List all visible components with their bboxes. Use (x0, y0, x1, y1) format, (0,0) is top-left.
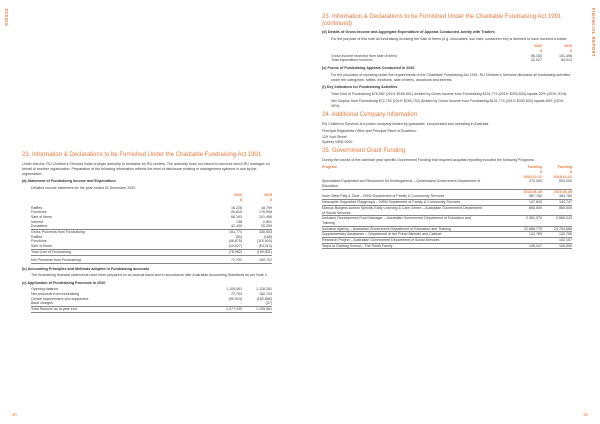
table-row: Newcastle Supported Playgroups – NSW Department of Family & Community Services 147,843 144,747 (322, 200, 572, 205)
office-label: Principal Registered Office and Principal Place of Business: (322, 129, 417, 134)
table-row: Specialised Equipment and Resources for Kindergartens – Queensland Government Department of Education 370,000 500,000 (322, 179, 572, 188)
proceeds-table (31, 287, 272, 313)
table-row: Raffles 16,228 18,799 (31, 205, 272, 210)
table-row: Donations 42,430 30,259 (31, 224, 272, 229)
trader-table (331, 44, 572, 63)
trader-table-wrap (322, 44, 572, 63)
sub-d-text: For the purpose of this note all fundraising involving the Sale of Items (e.g. chocolates, sun hats, sunscreen etc) is deemed to have involved a trader. (331, 36, 568, 41)
unit-header: $ (540, 48, 542, 53)
unit-header: $ (570, 48, 572, 53)
right-page-number: 31 (583, 412, 588, 417)
unit-header-row: $ $ (540, 169, 572, 174)
year-2020-header: 2020 (234, 193, 242, 198)
table-row: Bank charges - (37) (31, 301, 272, 306)
subtotal-row: Total Cost of Fundraising (78,982) (169,801) (31, 249, 272, 254)
table-row: Steps to Starting School – The Smith Family 108,047 106,650 (322, 243, 572, 248)
table-row: Inner West Play & Chat – NSW Department of Family & Community Services 387,782 384,783 (322, 194, 572, 199)
table-row: Centre improvement and equipment (99,924) (183,886) (31, 296, 272, 301)
right-content (322, 14, 572, 249)
sub-f-text-1: Total Cost of Fundraising $78,982 (2019: $169,801) divided by Gross Income from Fundraising $151,774 (2019: $330,503) equals 52% (2019: 51%). (331, 91, 568, 96)
proceeds-table-wrap (22, 287, 272, 313)
sub-d-heading: (d) Details of Gross Income and Aggregate Expenditure of Appeals Conducted Jointly with Traders (322, 30, 495, 35)
note-25-text: During the course of the calendar year specific Government Funding that required acquittal reporting included the following Programs: (322, 157, 535, 162)
unit-header: $ (240, 197, 242, 202)
table-row: Research Project – Australian Government Department of Social Services - 102,157 (322, 238, 572, 243)
right-page (300, 0, 600, 424)
funding-header: Funding (557, 165, 572, 170)
period-header-row: 2020-12-31 2019-12-31 (523, 174, 572, 179)
left-page-number: 30 (12, 412, 17, 417)
table-row: Sale of Items (32,027) (54,013) (31, 244, 272, 249)
left-content (22, 152, 272, 313)
sub-f-text-2: Net Surplus from Fundraising $72,792 (2019: $160,702) divided by Gross Income from Fundraising $151,774 (2019: $330,503) equals 48% (2019: 49%). (331, 99, 564, 108)
note-24-heading: 24. Additional Company Information (322, 112, 418, 118)
sub-f-heading: (f) Key Indicators for Fundraising Activities (322, 85, 398, 89)
table-row: Functions (46,875) (115,900) (31, 239, 272, 244)
subtotal-row: Gross Proceeds from Fundraising 151,774 330,503 (31, 230, 272, 235)
table-row: Sale of Items 66,163 101,496 (31, 214, 272, 219)
table-row: Net proceeds from fundraising 72,793 160,703 (31, 291, 272, 296)
table-row: Raffles (80) (188) (31, 234, 272, 239)
sub-a-note: Detailed income statement for the year ended 31 December 2020 (31, 185, 136, 190)
table-row: Supplementary Assistance – Department of the Prime Minister and Cabinet 132,765 132,765 (322, 232, 572, 237)
period-header-row: 2020-06-30 2019-06-30 (523, 189, 572, 194)
sub-b-heading: (b) Accounting Principles and Methods adopted in Fundraising accounts (22, 266, 150, 271)
sub-c-heading: (c) Application of Fundraising Proceeds in 2020 (22, 280, 106, 285)
note-25-heading: 25. Government Grant Funding (322, 148, 406, 155)
table-row: Functions 26,815 176,998 (31, 210, 272, 215)
year-2019-header: 2019 (264, 193, 272, 198)
unit-header: $ (270, 197, 272, 202)
address-line-2: Sydney NSW 2000 (322, 140, 353, 145)
sub-b-text: The fundraising financial statements have been prepared on an accrual basis and in accordance with Australian Accounting Standards as per Note 3. (31, 273, 268, 278)
net-proceeds-row: Net Proceeds from Fundraising 72,792 160,702 (31, 258, 272, 263)
table-row: Opening balance 1,105,061 1,128,281 (31, 287, 272, 292)
left-side-tab: KIDS22 (4, 8, 9, 26)
grant-table (322, 165, 572, 249)
year-2019-header: 2019 (564, 44, 572, 49)
note-23-continued-heading: 23. Information & Declarations to be Furnished Under the Charitable Fundraising Act 1991 (continued) (322, 14, 562, 27)
income-table (31, 193, 272, 264)
right-side-tab: FINANCIAL REPORT (591, 8, 596, 58)
funding-header: Funding (527, 165, 542, 170)
note-24-text: RU Children's Services is a public company limited by guarantee, incorporated and operating in Australia. (322, 121, 490, 126)
table-row: Gross income received from sale of items 66,163 101,496 (331, 53, 572, 58)
total-row: Total Reserve as at year end 1,077,930 1,105,061 (31, 307, 272, 312)
table-row: Total expenditure incurred 32,027 54,013 (331, 58, 572, 63)
income-table-wrap (22, 193, 272, 264)
table-row: Marcus Burgess Autism Specific Early Learning & Care Centre – Australian Government Department of Social Services 865,500 865,500 (322, 205, 572, 215)
table-row: Inclusion Development Fund Manager – Australian Government Department of Education and Training 2,981,370 2,665,043 (322, 216, 572, 225)
sub-a-heading: (a) Statement of Fundraising Income and Expenditure (22, 179, 116, 184)
address-line-1: 129 York Street (322, 135, 347, 140)
sub-e-text: For the purposes of reporting under the requirements of the Charitable Fundraising Act 1991, RU Children's Services discloses all fundraising activities under the categories; raffles, functions, sale of items, donations and interest. (331, 72, 571, 82)
table-row: Interest 138 2,851 (31, 219, 272, 224)
table-row: Inclusion Agency – Australian Government Department of Education and Training 22,866,775 23,764,666 (322, 226, 572, 231)
year-2020-header: 2020 (534, 44, 542, 49)
note-23-intro: Under this Act, RU Children's Services holds a single authority to fundraise for RU centres. The authority does not extend to services which RU manages on behalf of another organisation. Preparation of the following information reflects the level of disclosure existing in management systems in use by the organisation. (22, 161, 270, 176)
sub-e-heading: (e) Forms of Fundraising Appeals Conducted in 2020 (322, 66, 415, 70)
note-23-heading: 23. Information & Declarations to be Furnished Under the Charitable Fundraising Act 1991 (22, 152, 262, 158)
program-header: Program (322, 165, 337, 170)
